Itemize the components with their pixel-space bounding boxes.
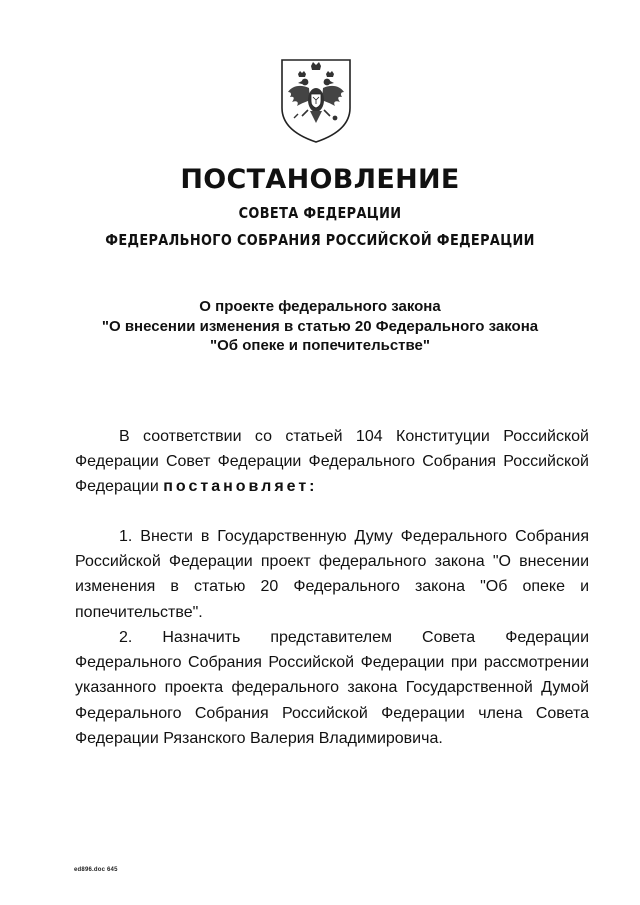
decree-verb: постановляет: xyxy=(163,478,318,496)
issuer-line-1: СОВЕТА ФЕДЕРАЦИИ xyxy=(238,204,402,222)
intro-text: В соответствии со статьей 104 Конституции Российской Федерации Совет Федерации Федерального Собрания Российской Федерации xyxy=(75,428,589,496)
document-title: ПОСТАНОВЛЕНИЕ xyxy=(180,164,460,195)
resolution-item-2 xyxy=(75,625,589,751)
subject-line-1: О проекте федерального закона xyxy=(199,298,441,315)
resolution-item-1 xyxy=(75,524,589,625)
file-reference: ed896.doc 645 xyxy=(74,867,118,873)
item-1-text: 1. Внести в Государственную Думу Федерального Собрания Российской Федерации проект федерального закона "О внесении изменения в статью 20 Федерального закона "Об опеке и попечительстве". xyxy=(75,528,589,621)
item-2-text: 2. Назначить представителем Совета Федерации Федерального Собрания Российской Федерации при рассмотрении указанного проекта федерального закона Государственной Думой Федерального Собрания Российской Федерации члена Совета Федерации Рязанского Валерия Владимировича. xyxy=(75,629,589,747)
intro-paragraph xyxy=(75,424,589,500)
issuer-line-2: ФЕДЕРАЛЬНОГО СОБРАНИЯ РОССИЙСКОЙ ФЕДЕРАЦИИ xyxy=(105,231,535,249)
subject-line-3: "Об опеке и попечительстве" xyxy=(210,337,430,354)
subject-block xyxy=(0,297,640,356)
russian-double-headed-eagle-icon xyxy=(278,56,354,144)
subject-line-2: "О внесении изменения в статью 20 Федерального закона xyxy=(101,317,539,335)
